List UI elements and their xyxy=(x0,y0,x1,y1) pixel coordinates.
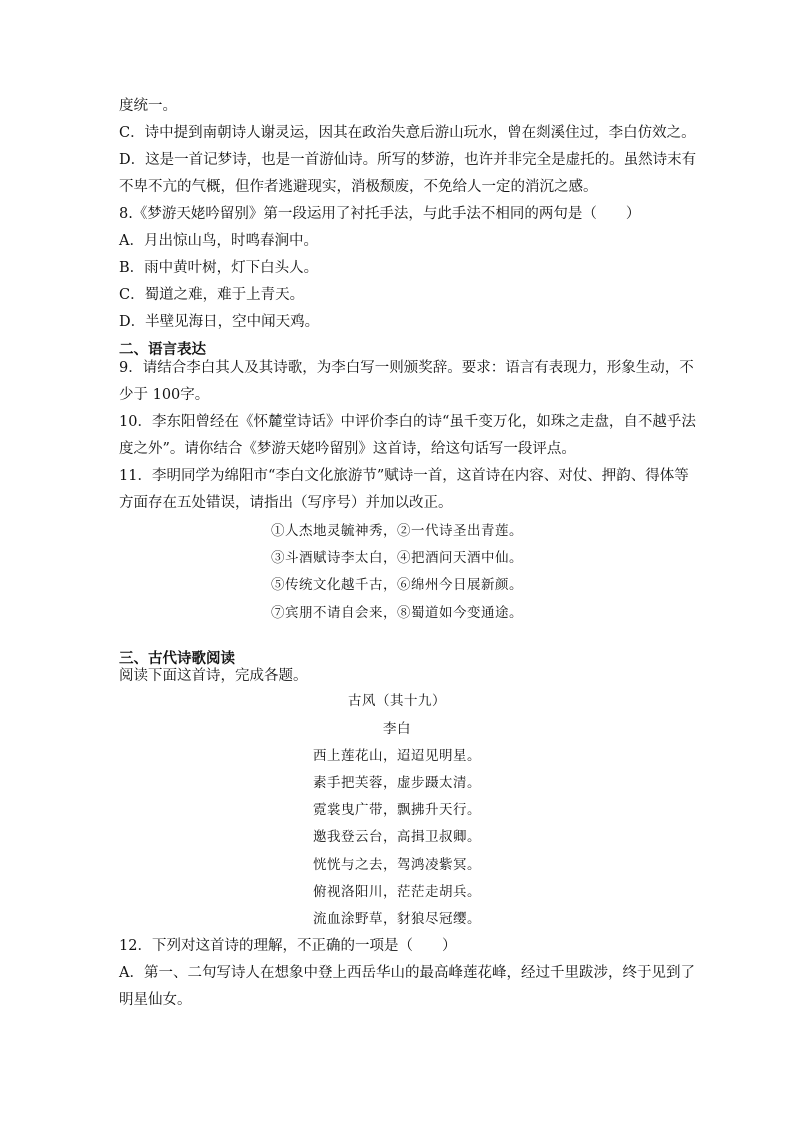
poem-line: ⑦宾朋不请自会来，⑧蜀道如今变通途。 xyxy=(271,605,523,621)
text-line: 度统一。 xyxy=(119,98,177,114)
question-10-line1: 10．李东阳曾经在《怀麓堂诗话》中评价李白的诗“虽千变万化，如珠之走盘，自不越乎法 xyxy=(119,414,696,430)
question-10-line2: 度之外”。请你结合《梦游天姥吟留别》这首诗，给这句话写一段评点。 xyxy=(119,441,576,457)
poem-line: 西上莲花山，迢迢见明星。 xyxy=(313,748,481,764)
poem-line: ③斗酒赋诗李太白，④把酒问天酒中仙。 xyxy=(271,550,523,566)
question-12-option-a-line1: A．第一、二句写诗人在想象中登上西岳华山的最高峰莲花峰，经过千里跋涉，终于见到了 xyxy=(119,965,695,981)
question-8-stem: 8.《梦游天姥吟留别》第一段运用了衬托手法，与此手法不相同的两句是（ ） xyxy=(119,206,641,222)
poem-line: 俯视洛阳川，茫茫走胡兵。 xyxy=(313,884,481,900)
question-12-stem: 12．下列对这首诗的理解，不正确的一项是（ ） xyxy=(119,938,457,954)
section-3-heading: 三、古代诗歌阅读 xyxy=(119,650,235,667)
poem-line: 流血涂野草，豺狼尽冠缨。 xyxy=(313,911,481,927)
poem-author: 李白 xyxy=(383,721,411,737)
poem-line: 恍恍与之去，驾鸿凌紫冥。 xyxy=(313,857,481,873)
section-2-heading: 二、语言表达 xyxy=(119,341,206,358)
section-3-intro: 阅读下面这首诗，完成各题。 xyxy=(119,668,308,684)
question-9-line1: 9．请结合李白其人及其诗歌，为李白写一则颁奖辞。要求：语言有表现力，形象生动，不 xyxy=(119,360,694,376)
question-9-line2: 少于 100字。 xyxy=(119,387,210,403)
question-8-option-a: A．月出惊山鸟，时鸣春涧中。 xyxy=(119,233,318,249)
poem-line: ①人杰地灵毓神秀，②一代诗圣出青莲。 xyxy=(271,523,523,539)
question-8-option-b: B．雨中黄叶树，灯下白头人。 xyxy=(119,260,319,276)
text-line: 不卑不亢的气概，但作者逃避现实，消极颓废，不免给人一定的消沉之感。 xyxy=(119,179,598,195)
question-11-line2: 方面存在五处错误，请指出（写序号）并加以改正。 xyxy=(119,495,453,511)
option-d: D．这是一首记梦诗，也是一首游仙诗。所写的梦游，也许并非完全是虚托的。虽然诗末有 xyxy=(119,152,697,168)
question-8-option-d: D．半壁见海日，空中闻天鸡。 xyxy=(119,314,320,330)
poem-title: 古风（其十九） xyxy=(348,693,446,709)
poem-line: 邀我登云台，高揖卫叔卿。 xyxy=(313,829,481,845)
option-c: C．诗中提到南朝诗人谢灵运，因其在政治失意后游山玩水，曾在剡溪住过，李白仿效之。 xyxy=(119,125,696,141)
poem-line: 素手把芙蓉，虚步蹑太清。 xyxy=(313,775,481,791)
poem-line: ⑤传统文化越千古，⑥绵州今日展新颜。 xyxy=(271,577,523,593)
poem-line: 霓裳曳广带，飘拂升天行。 xyxy=(313,802,481,818)
question-12-option-a-line2: 明星仙女。 xyxy=(119,992,192,1008)
question-11-line1: 11．李明同学为绵阳市“李白文化旅游节”赋诗一首，这首诗在内容、对仗、押韵、得体等 xyxy=(119,468,689,484)
question-8-option-c: C．蜀道之难，难于上青天。 xyxy=(119,287,305,303)
